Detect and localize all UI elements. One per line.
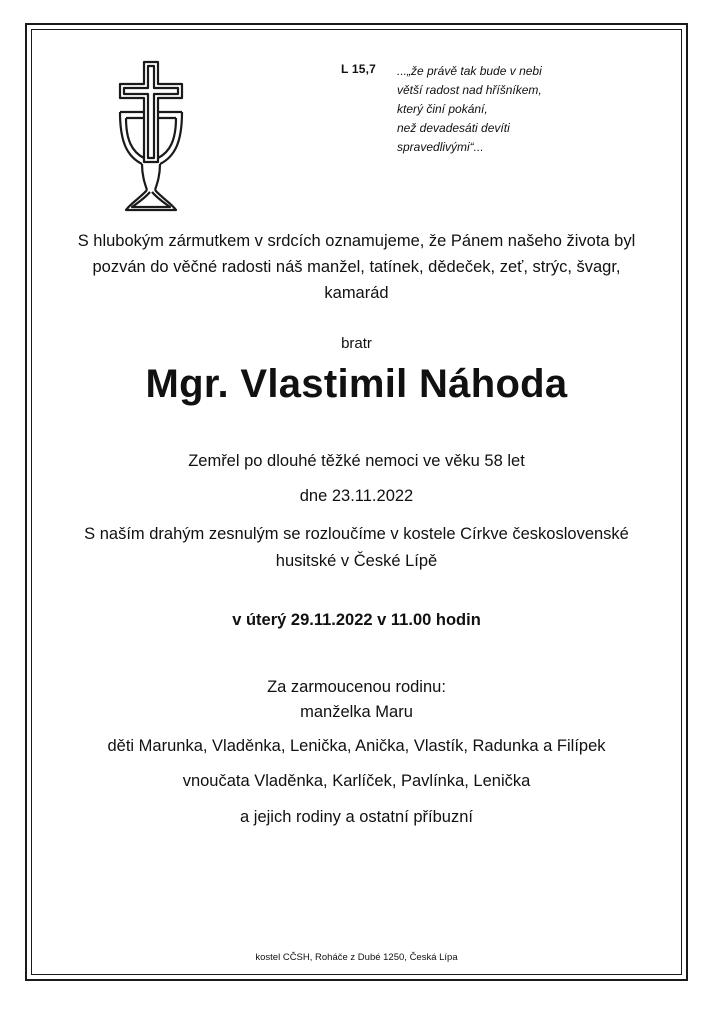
family-children: děti Marunka, Vladěnka, Lenička, Anička, Vlastík, Radunka a Filípek <box>107 737 606 755</box>
intro-line: kamarád <box>324 284 389 302</box>
family-section <box>31 675 682 725</box>
footer-address: kostel CČSH, Roháče z Dubé 1250, Česká Lípa <box>255 952 458 963</box>
intro-line: S hlubokým zármutkem v srdcích oznamujeme, že Pánem našeho života byl <box>77 232 636 250</box>
verse-line: větší radost nad hříšníkem, <box>397 83 542 97</box>
verse-line: ...„že právě tak bude v nebi <box>397 64 542 78</box>
deceased-name: Mgr. Vlastimil Náhoda <box>145 362 568 406</box>
ceremony-datetime: v úterý 29.11.2022 v 11.00 hodin <box>232 611 481 629</box>
death-date: dne 23.11.2022 <box>299 487 414 505</box>
chalice-cross-icon <box>114 58 188 218</box>
family-wife: manželka Maru <box>300 703 413 721</box>
family-heading: Za zarmoucenou rodinu: <box>267 678 446 696</box>
verse-reference: L 15,7 <box>341 62 377 76</box>
family-others: a jejich rodiny a ostatní příbuzní <box>240 808 473 826</box>
intro-line: pozván do věčné radosti náš manžel, tatínek, dědeček, zeť, strýc, švagr, <box>92 258 621 276</box>
verse-line: spravedlivými“... <box>397 140 484 154</box>
farewell-line: S naším drahým zesnulým se rozloučíme v kostele Církve československé <box>84 525 629 543</box>
farewell-statement <box>31 521 682 575</box>
verse-quote <box>397 62 542 157</box>
announcement-intro <box>31 228 682 306</box>
family-grandchildren: vnoučata Vladěnka, Karlíček, Pavlínka, Lenička <box>182 772 531 790</box>
death-statement: Zemřel po dlouhé těžké nemoci ve věku 58 let <box>188 452 525 470</box>
verse-line: který činí pokání, <box>397 102 488 116</box>
verse-line: než devadesáti devíti <box>397 121 510 135</box>
farewell-line: husitské v České Lípě <box>275 552 438 570</box>
deceased-title: bratr <box>341 335 372 352</box>
